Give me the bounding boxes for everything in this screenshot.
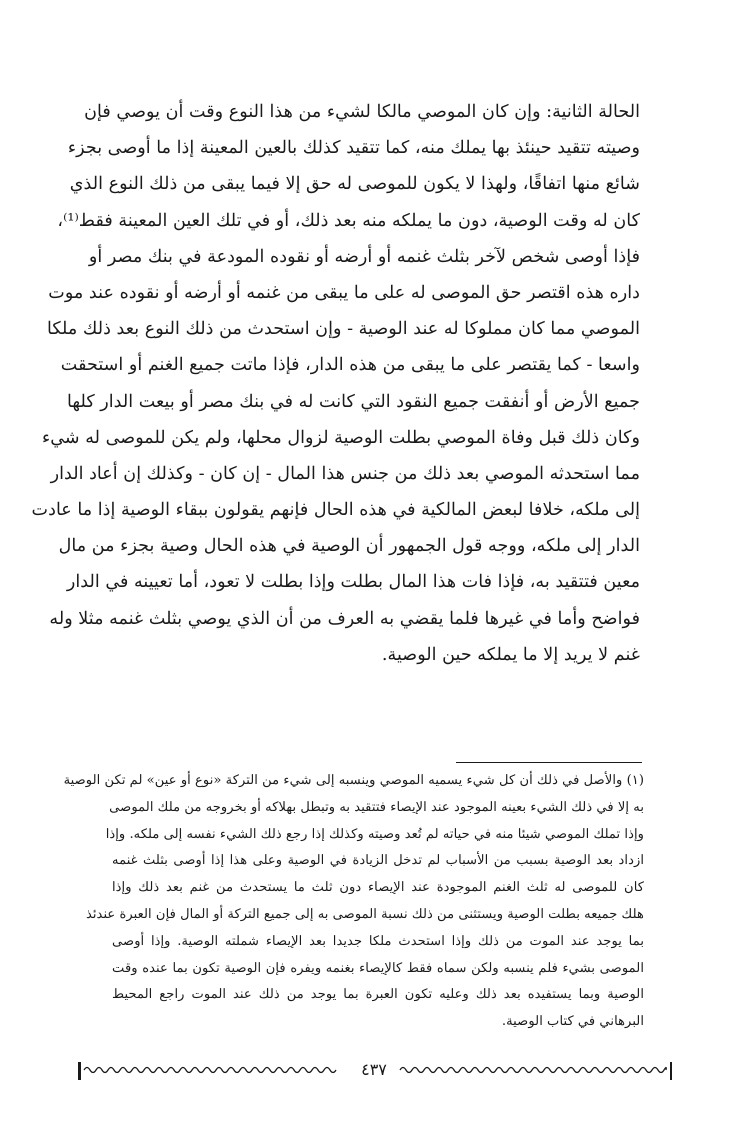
footnote-line: به إلا في ذلك الشيء بعينه الموجود عند الإيصاء فتتقيد به وتبطل بهلاكه أو بخروجه من ملك الموصى [109,799,644,815]
body-line: داره هذه اقتصر حق الموصى له على ما يبقى من غنمه أو أرضه أو نقوده عند موت [48,282,640,303]
body-line: الدار إلى ملكه، ووجه قول الجمهور أن الوصية في هذه الحال وصية بجزء من مال [58,536,640,557]
footnote-line: ازداد بعد الوصية بسبب من الأسباب لم تدخل الزيادة في الوصية وعلى هذا إذا أوصى بثلث غنمه [112,853,644,869]
body-line: وكان ذلك قبل وفاة الموصي بطلت الوصية لزوال محلها، ولم يكن للموصى له شيء [41,427,640,448]
body-line: الحالة الثانية: وإن كان الموصي مالكا لشيء من هذا النوع وقت أن يوصي فإن [84,102,640,122]
wavy-ornament [400,1064,666,1076]
body-line: جميع الأرض أو أنفقت جميع النقود التي كانت له في بنك مصر أو بيعت الدار كلها [67,391,640,412]
footnote-line: هلك جميعه بطلت الوصية ويستثنى من ذلك نسبة الموصى به إلى جميع التركة أو المال فإن العبرة عندئذ [85,906,644,922]
footer-end-bar [670,1062,673,1080]
footnote-line: البرهاني في كتاب الوصية. [501,1014,644,1030]
body-line: شائع منها اتفاقًا، ولهذا لا يكون للموصى له حق إلا فيما يبقى من ذلك النوع الذي [69,174,640,195]
footnote-line: الموصى بشيء فلم ينسبه ولكن سماه فقط كالإيصاء بغنمه ويفره فإن الوصية تكون بما عنده وقت [112,960,644,976]
footnote-line: الوصية وبما يستفيده بعد ذلك وعليه تكون العبرة بما يوجد من ذلك عند الموت راجع المحيط [112,987,644,1003]
page-footer [78,1058,672,1084]
page-number: ٤٣٧ [361,1060,387,1079]
body-line: وصيته تتقيد حينئذ بها يملك منه، كما تتقيد كذلك بالعين المعينة إذا ما أوصى بجزء [67,138,640,159]
body-line: معين فتتقيد به، فإذا فات هذا المال بطلت وإذا بطلت لا تعود، أما تعيينه في الدار [66,572,640,593]
footnote-separator [456,762,642,763]
footnote-line: بما يوجد عند الموت من ذلك وإذا استحدث ملكا جديدا بعد الإيصاء شملته الوصية. وإذا أوصى [112,933,644,949]
body-line: واسعا - كما يقتصر على ما يبقى من هذه الدار، فإذا ماتت جميع الغنم أو استحقت [60,355,640,376]
body-line: الموصي مما كان مملوكا له عند الوصية - وإن استحدث من ذلك النوع بعد ذلك ملكا [46,319,640,340]
body-line: غنم لا يريد إلا ما يملكه حين الوصية. [381,644,640,665]
footnotes [63,768,644,1036]
footnote-line: وإذا تملك الموصي شيئا منه في حياته لم تُعد وصيته وكذلك إذا رجع ذلك الشيء نفسه إلى ملكه. وإذا [105,826,644,842]
wavy-ornament [84,1064,336,1076]
footer-end-bar [78,1062,81,1080]
body-line: فواضح وأما في غيرها فلما يقضي به العرف من أن الذي يوصي بثلث غنمه مثلا وله [49,608,640,629]
main-body-text [31,94,640,673]
body-line: فإذا أوصى شخص لآخر بثلث غنمه أو أرضه أو نقوده المودعة في بنك مصر أو [88,246,640,267]
body-line: إلى ملكه، خلافا لبعض المالكية في هذه الحال فإنهم يقولون ببقاء الوصية إذا ما عادت [31,500,640,521]
body-line: مما استحدثه الموصي بعد ذلك من جنس هذا المال - إن كان - وكذلك إن أعاد الدار [50,463,640,484]
footnote-line: كان للموصى له ثلث الغنم الموجودة عند الإيصاء دون ثلث ما يستحدث من غنم بعد ذلك وإذا [112,880,644,896]
body-line: كان له وقت الوصية، دون ما يملكه منه بعد ذلك، أو في تلك العين المعينة فقط⁽¹⁾، [57,210,640,231]
footnote-line: (١) والأصل في ذلك أن كل شيء يسميه الموصي وينسبه إلى شيء من التركة «نوع أو عين» لم تكن الوصية [63,773,644,788]
